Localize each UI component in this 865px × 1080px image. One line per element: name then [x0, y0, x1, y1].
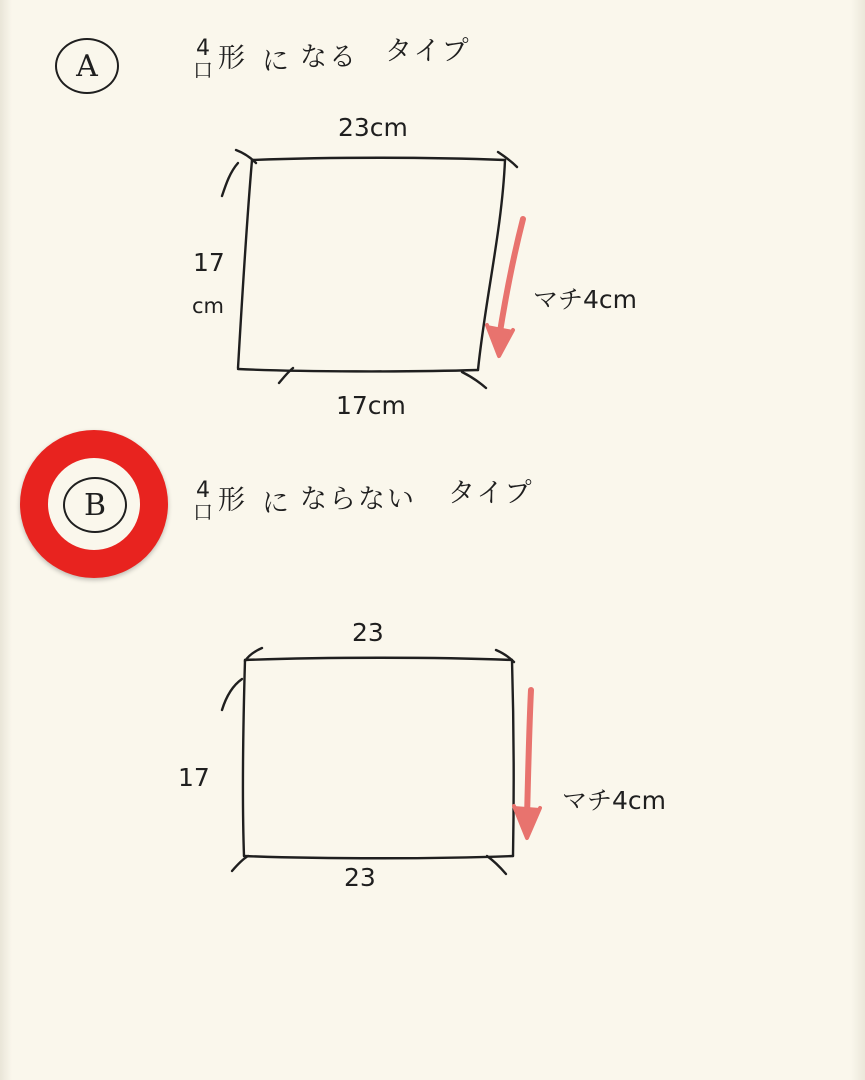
kanji-four-a: 4: [196, 36, 210, 61]
dim-b-bottom-width: 23: [344, 863, 376, 892]
section-b-title-type: タイプ: [448, 478, 534, 509]
section-a-title-kanji: 形: [218, 43, 247, 74]
shape-a-tick-left-upper: [222, 163, 238, 196]
section-b-title-particle: に: [262, 488, 291, 519]
shape-kanji-stack-a: [190, 38, 216, 80]
shape-b-tick-bottom-left: [232, 856, 248, 871]
arrow-b-shaft: [527, 690, 531, 818]
section-a-title-verb: なる: [300, 42, 358, 73]
annotation-b-machi: マチ4cm: [562, 786, 667, 815]
dim-a-side-value: 17: [193, 248, 225, 277]
shape-b-right-edge: [512, 660, 514, 856]
section-a-title-type: タイプ: [385, 36, 471, 67]
shape-kanji-stack-b: [190, 480, 216, 522]
section-a-title-particle: に: [262, 46, 291, 77]
dim-a-side-unit: cm: [192, 294, 225, 318]
arrow-b-head: [514, 806, 540, 838]
dim-b-top-width: 23: [352, 618, 384, 647]
section-b-title-kanji: 形: [218, 485, 247, 516]
shape-b-tick-bottom-right: [487, 856, 506, 874]
shape-a-left-edge: [238, 160, 252, 368]
section-label-a: [55, 38, 119, 94]
arrow-a-head: [487, 325, 513, 356]
shape-b-top-edge: [245, 658, 512, 660]
kanji-square-a: 口: [193, 58, 213, 82]
shape-a-tick-top-left: [236, 150, 256, 163]
shape-a-top-edge: [252, 158, 505, 160]
section-label-a-text: A: [76, 48, 98, 84]
shape-b-bottom-edge: [244, 856, 513, 858]
shape-a-bottom-edge: [238, 369, 478, 371]
section-b-title-verb: ならない: [300, 484, 416, 515]
shape-b-tick-left-upper: [222, 679, 242, 710]
section-label-b[interactable]: [63, 477, 127, 533]
arrow-a-shaft: [499, 219, 523, 338]
kanji-four-b: 4: [196, 478, 210, 503]
shape-b-left-edge: [243, 660, 245, 856]
kanji-square-b: 口: [193, 500, 213, 524]
dim-a-top-width: 23cm: [338, 113, 408, 142]
annotation-a-machi: マチ4cm: [533, 285, 638, 314]
dim-b-side-value: 17: [178, 763, 210, 792]
dim-a-bottom-width: 17cm: [336, 391, 406, 420]
section-label-b-text: B: [83, 487, 107, 523]
shape-a-tick-bottom-right: [462, 372, 486, 388]
